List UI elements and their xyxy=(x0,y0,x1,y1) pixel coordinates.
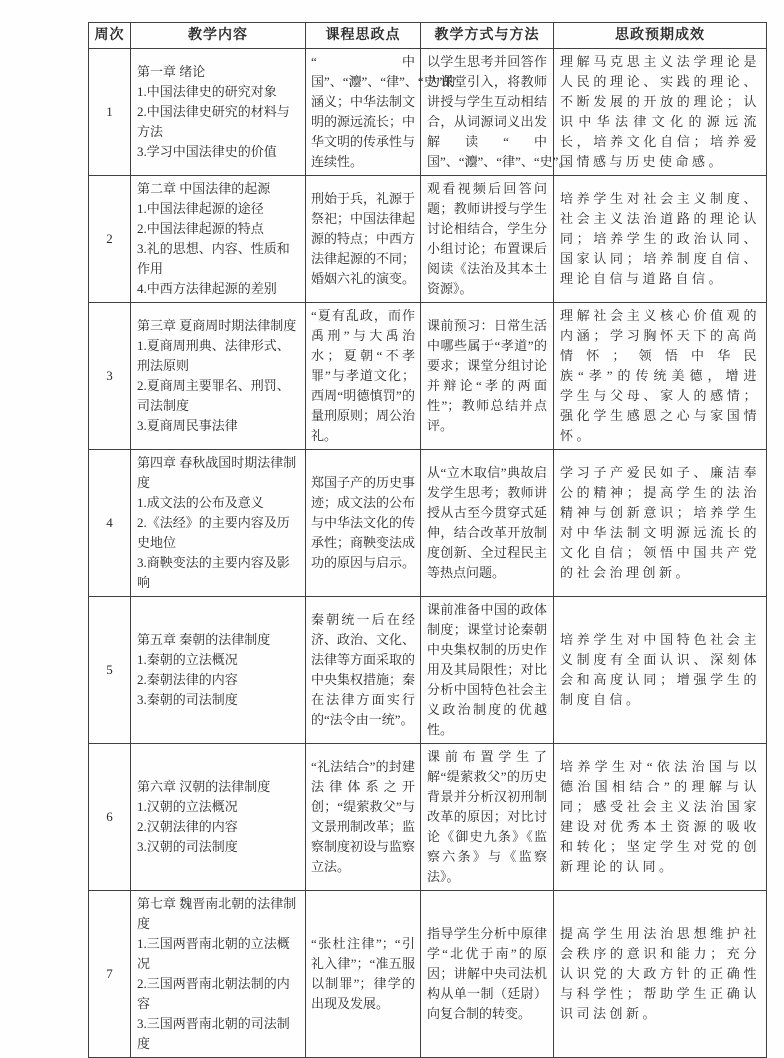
table-row xyxy=(89,597,767,744)
table-row xyxy=(89,176,767,303)
method-cell: 课前准备中国的政体制度；课堂讨论秦朝中央集权制的历史作用及其局限性；对比分析中国特色社会主义政治制度的优越性。 xyxy=(421,597,554,744)
method-cell: 从“立木取信”典故启发学生思考；教师讲授从古至今贯穿式延伸，结合改革开放制度创新、全过程民主等热点问题。 xyxy=(421,450,554,597)
syllabus-table xyxy=(88,22,767,1058)
method-cell: 以学生思考并回答作为课堂引入，将教师讲授与学生互动相结合，从词源词义出发解读“中国”、“灋”、“律”、“史”。 xyxy=(421,49,554,176)
table-row xyxy=(89,303,767,450)
col-header-outcome: 思政预期成效 xyxy=(554,23,767,49)
method-cell: 课前布置学生了解“缇萦救父”的历史背景并分析汉初刑制改革的原因；对比讨论《御史九条》《监察六条》与《监察法》。 xyxy=(421,744,554,891)
col-header-method: 教学方式与方法 xyxy=(421,23,554,49)
ideology-cell: “张杜注律”；“引礼入律”；“准五服以制罪”；律学的出现及发展。 xyxy=(306,891,421,1058)
header-row xyxy=(89,23,767,49)
outcome-cell: 培养学生对“依法治国与以德治国相结合”的理解与认同；感受社会主义法治国家建设对优秀本土资源的吸收和转化；坚定学生对党的创新理论的认同。 xyxy=(554,744,767,891)
week-cell: 4 xyxy=(89,450,131,597)
week-cell: 5 xyxy=(89,597,131,744)
ideology-cell: “夏有乱政，而作禹刑”与大禹治水；夏朝“不孝罪”与孝道文化；西周“明德慎罚”的量刑原则；周公治礼。 xyxy=(306,303,421,450)
content-cell: 第二章 中国法律的起源 1.中国法律起源的途径 2.中国法律起源的特点 3.礼的思想、内容、性质和作用 4.中西方法律起源的差别 xyxy=(131,176,306,303)
document-page xyxy=(88,22,767,1058)
table-row xyxy=(89,450,767,597)
week-cell: 6 xyxy=(89,744,131,891)
col-header-week: 周次 xyxy=(89,23,131,49)
ideology-cell: 郑国子产的历史事迹；成文法的公布与中华法文化的传承性；商鞅变法成功的原因与启示。 xyxy=(306,450,421,597)
method-cell: 观看视频后回答问题；教师讲授与学生讨论相结合，学生分小组讨论；布置课后阅读《法治及其本土资源》。 xyxy=(421,176,554,303)
col-header-ideology: 课程思政点 xyxy=(306,23,421,49)
outcome-cell: 培养学生对中国特色社会主义制度有全面认识、深刻体会和高度认同；增强学生的制度自信。 xyxy=(554,597,767,744)
week-cell: 7 xyxy=(89,891,131,1058)
ideology-cell: 秦朝统一后在经济、政治、文化、法律等方面采取的中央集权措施；秦在法律方面实行的“法令由一统”。 xyxy=(306,597,421,744)
ideology-cell: “中国”、“灋”、“律”、“史”的涵义；中华法制文明的源远流长；中华文明的传承性与连续性。 xyxy=(306,49,421,176)
content-cell: 第一章 绪论 1.中国法律史的研究对象 2.中国法律史研究的材料与方法 3.学习中国法律史的价值 xyxy=(131,49,306,176)
outcome-cell: 提高学生用法治思想维护社会秩序的意识和能力；充分认识党的大政方针的正确性与科学性；帮助学生正确认识司法创新。 xyxy=(554,891,767,1058)
week-cell: 2 xyxy=(89,176,131,303)
outcome-cell: 理解马克思主义法学理论是人民的理论、实践的理论、不断发展的开放的理论；认识中华法律文化的源远流长，培养文化自信；培养爱国情感与历史使命感。 xyxy=(554,49,767,176)
content-cell: 第五章 秦朝的法律制度 1.秦朝的立法概况 2.秦朝法律的内容 3.秦朝的司法制度 xyxy=(131,597,306,744)
content-cell: 第六章 汉朝的法律制度 1.汉朝的立法概况 2.汉朝法律的内容 3.汉朝的司法制度 xyxy=(131,744,306,891)
week-cell: 1 xyxy=(89,49,131,176)
content-cell: 第四章 春秋战国时期法律制度 1.成文法的公布及意义 2.《法经》的主要内容及历史地位 3.商鞅变法的主要内容及影响 xyxy=(131,450,306,597)
col-header-content: 教学内容 xyxy=(131,23,306,49)
outcome-cell: 学习子产爱民如子、廉洁奉公的精神；提高学生的法治精神与创新意识；培养学生对中华法制文明源远流长的文化自信；领悟中国共产党的社会治理创新。 xyxy=(554,450,767,597)
method-cell: 指导学生分析中原律学“北优于南”的原因；讲解中央司法机构从单一制（廷尉）向复合制的转变。 xyxy=(421,891,554,1058)
table-row xyxy=(89,891,767,1058)
week-cell: 3 xyxy=(89,303,131,450)
ideology-cell: 刑始于兵，礼源于祭祀；中国法律起源的特点；中西方法律起源的不同；婚姻六礼的演变。 xyxy=(306,176,421,303)
outcome-cell: 理解社会主义核心价值观的内涵；学习胸怀天下的高尚情怀；领悟中华民族“孝”的传统美德，增进学生与父母、家人的感情；强化学生感恩之心与家国情怀。 xyxy=(554,303,767,450)
outcome-cell: 培养学生对社会主义制度、社会主义法治道路的理论认同；培养学生的政治认同、国家认同；培养制度自信、理论自信与道路自信。 xyxy=(554,176,767,303)
content-cell: 第七章 魏晋南北朝的法律制度 1.三国两晋南北朝的立法概况 2.三国两晋南北朝法制的内容 3.三国两晋南北朝的司法制度 xyxy=(131,891,306,1058)
ideology-cell: “礼法结合”的封建法律体系之开创；“缇萦救父”与文景刑制改革；监察制度初设与监察立法。 xyxy=(306,744,421,891)
content-cell: 第三章 夏商周时期法律制度 1.夏商周刑典、法律形式、刑法原则 2.夏商周主要罪名、刑罚、司法制度 3.夏商周民事法律 xyxy=(131,303,306,450)
table-row xyxy=(89,49,767,176)
table-row xyxy=(89,744,767,891)
method-cell: 课前预习：日常生活中哪些属于“孝道”的要求；课堂分组讨论并辩论“孝的两面性”；教师总结并点评。 xyxy=(421,303,554,450)
